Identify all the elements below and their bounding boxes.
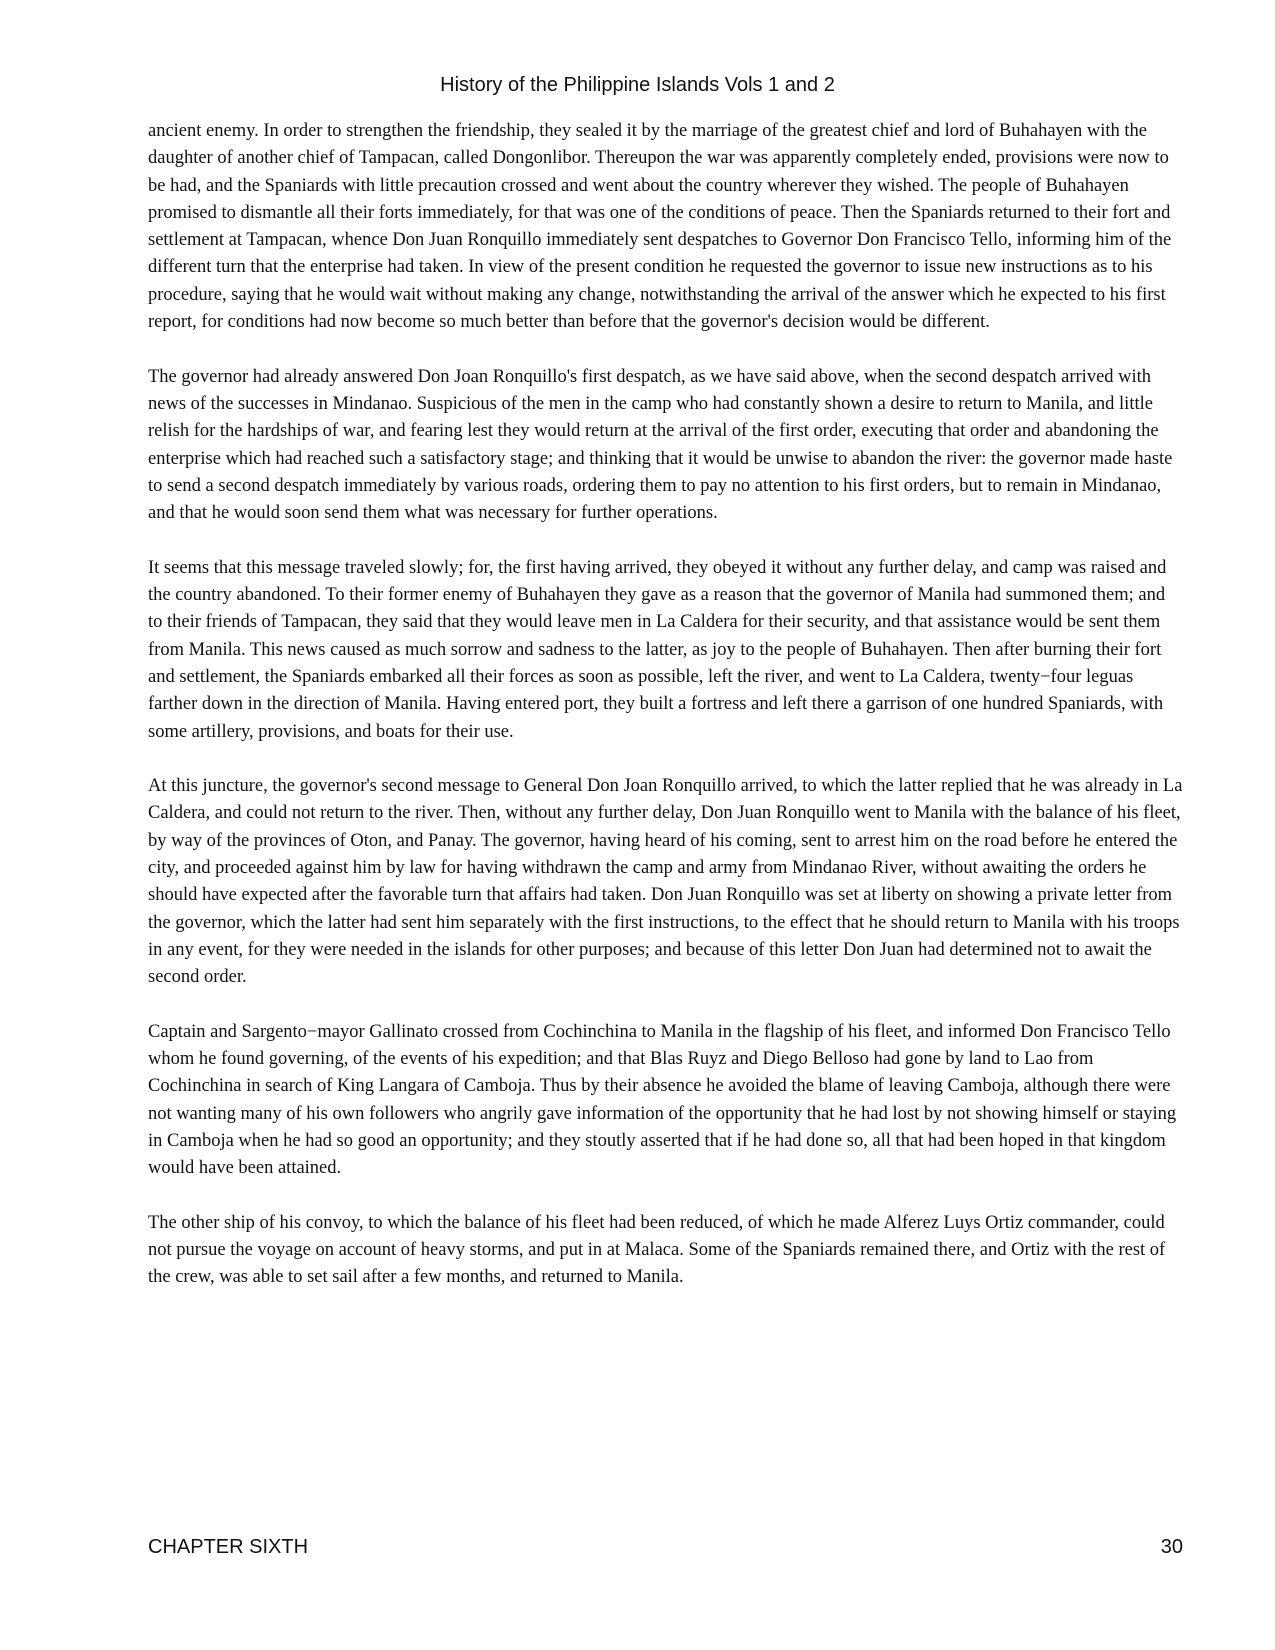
page-header <box>0 74 1275 97</box>
page-body <box>148 118 1183 1292</box>
body-paragraph: The other ship of his convoy, to which the balance of his fleet had been reduced, of which he made Alferez Luys Ortiz commander, could not pursue the voyage on account of heavy storms, and put in at Malaca. Some of the Spaniards remained there, and Ortiz with the rest of the crew, was able to set sail after a few months, and returned to Manila. <box>148 1212 1166 1288</box>
page-footer <box>148 1536 1183 1559</box>
body-paragraph: Captain and Sargento−mayor Gallinato crossed from Cochinchina to Manila in the flagship of his fleet, and informed Don Francisco Tello whom he found governing, of the events of his expedition; and that Blas Ruyz and Diego Belloso had gone by land to Lao from Cochinchina in search of King Langara of Camboja. Thus by their absence he avoided the blame of leaving Camboja, although there were not wanting many of his own followers who angrily gave information of the opportunity that he had lost by not showing himself or staying in Camboja when he had so good an opportunity; and they stoutly asserted that if he had done so, all that had been hoped in that kingdom would have been attained. <box>148 1021 1177 1179</box>
body-paragraph: At this juncture, the governor's second message to General Don Joan Ronquillo arrived, to which the latter replied that he was already in La Caldera, and could not return to the river. Then, without any further delay, Don Juan Ronquillo went to Manila with the balance of his fleet, by way of the provinces of Oton, and Panay. The governor, having heard of his coming, sent to arrest him on the road before he entered the city, and proceeded against him by law for having withdrawn the camp and army from Mindanao River, without awaiting the orders he should have expected after the favorable turn that affairs had taken. Don Juan Ronquillo was set at liberty on showing a private letter from the governor, which the latter had sent him separately with the first instructions, to the effect that he should return to Manila with his troops in any event, for they were needed in the islands for other purposes; and because of this letter Don Juan had determined not to await the second order. <box>148 776 1183 988</box>
body-paragraph: The governor had already answered Don Joan Ronquillo's first despatch, as we have said above, when the second despatch arrived with news of the successes in Mindanao. Suspicious of the men in the camp who had constantly shown a desire to return to Manila, and little relish for the hardships of war, and fearing lest they would return at the arrival of the first order, executing that order and abandoning the enterprise which had reached such a satisfactory stage; and thinking that it would be unwise to abandon the river: the governor made haste to send a second despatch immediately by various roads, ordering them to pay no attention to his first orders, but to remain in Mindanao, and that he would soon send them what was necessary for further operations. <box>148 366 1173 524</box>
body-paragraph: ancient enemy. In order to strengthen the friendship, they sealed it by the marriage of the greatest chief and lord of Buhahayen with the daughter of another chief of Tampacan, called Dongonlibor. Thereupon the war was apparently completely ended, provisions were now to be had, and the Spaniards with little precaution crossed and went about the country wherever they wished. The people of Buhahayen promised to dismantle all their forts immediately, for that was one of the conditions of peace. Then the Spaniards returned to their fort and settlement at Tampacan, whence Don Juan Ronquillo immediately sent despatches to Governor Don Francisco Tello, informing him of the different turn that the enterprise had taken. In view of the present condition he requested the governor to issue new instructions as to his procedure, saying that he would wait without making any change, notwithstanding the arrival of the answer which he expected to his first report, for conditions had now become so much better than before that the governor's decision would be different. <box>148 121 1172 333</box>
chapter-label: CHAPTER SIXTH <box>148 1536 309 1558</box>
body-paragraph: It seems that this message traveled slowly; for, the first having arrived, they obeyed it without any further delay, and camp was raised and the country abandoned. To their former enemy of Buhahayen they gave as a reason that the governor of Manila had summoned them; and to their friends of Tampacan, they said that they would leave men in La Caldera for their security, and that assistance would be sent them from Manila. This news caused as much sorrow and sadness to the latter, as joy to the people of Buhahayen. Then after burning their fort and settlement, the Spaniards embarked all their forces as soon as possible, left the river, and went to La Caldera, twenty−four leguas farther down in the direction of Manila. Having entered port, they built a fortress and left there a garrison of one hundred Spaniards, with some artillery, provisions, and boats for their use. <box>148 557 1167 742</box>
book-title: History of the Philippine Islands Vols 1 and 2 <box>440 74 835 96</box>
page-number: 30 <box>1160 1536 1183 1558</box>
